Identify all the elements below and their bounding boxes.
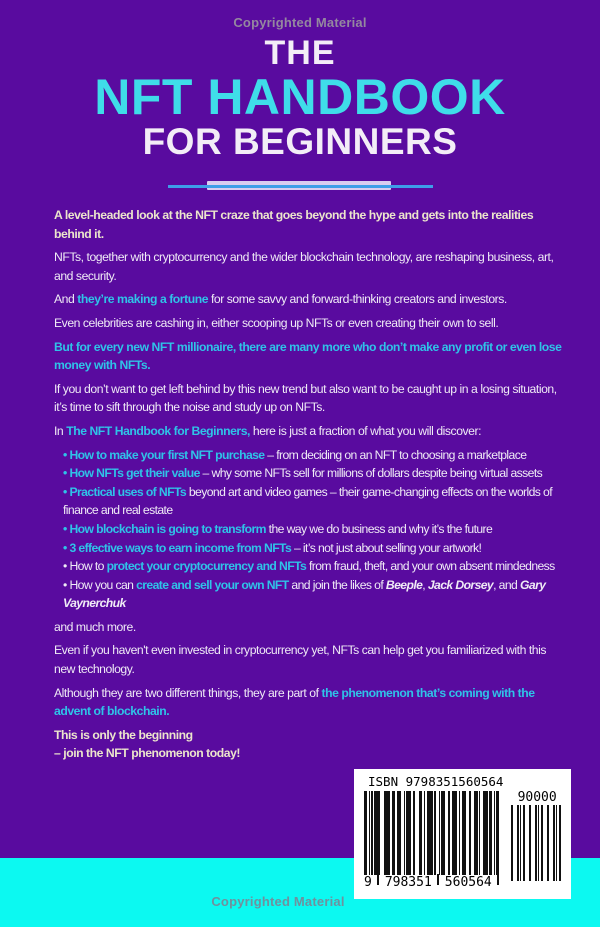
title-block (0, 34, 600, 162)
paragraph: and much more. (54, 619, 136, 634)
copyright-notice-bottom: Copyrighted Material (211, 894, 345, 909)
isbn-barcode-box (354, 769, 571, 899)
barcode-digits (364, 876, 499, 890)
barcode-digit-group: 798351 (384, 875, 432, 890)
paragraph: If you don’t want to get left behind by this new trend but also want to be caught up in a losing situation, it’s time to sift through the noise and study up on NFTs. (54, 381, 557, 415)
barcode-digit-group: 560564 (444, 875, 492, 890)
closing-heading: This is only the beginning – join the NFT phenomenon today! (54, 727, 241, 761)
barcode-guard-bar (497, 874, 499, 885)
paragraph: Even if you haven't even invested in cryptocurrency yet, NFTs can help get you familiarized with this new technology. (54, 643, 547, 677)
paragraph: NFTs, together with cryptocurrency and the wider blockchain technology, are reshaping business, art, and security. (54, 250, 554, 283)
bullet-item: • 3 effective ways to earn income from NFTs – it’s not just about selling your artwork! (63, 540, 482, 555)
title-the: THE (264, 34, 336, 72)
barcode-guard-bar (437, 874, 439, 885)
paragraph: Even celebrities are cashing in, either scooping up NFTs or even creating their own to sell. (54, 315, 499, 330)
title-for-beginners: FOR BEGINNERS (142, 121, 458, 162)
barcode-addon (511, 791, 563, 881)
barcode-guard-bar (377, 874, 379, 885)
paragraph: Although they are two different things, they are part of the phenomenon that’s coming with the advent of blockchain. (54, 685, 535, 719)
barcode-addon-bars (511, 805, 563, 881)
barcode-addon-number: 90000 (517, 790, 557, 805)
isbn-number: ISBN 9798351560564 (368, 774, 504, 789)
bullet-item: • How you can create and sell your own NFT and join the likes of Beeple, Jack Dorsey, and Gary Vaynerchuk (63, 577, 546, 611)
bullet-item: • Practical uses of NFTs beyond art and video games – their game-changing effects on the worlds of finance and real estate (63, 484, 553, 518)
barcode-main (364, 791, 499, 890)
tagline: A level-headed look at the NFT craze that goes beyond the hype and gets into the realities behind it. (54, 208, 534, 241)
bullet-item: • How to make your first NFT purchase – from deciding on an NFT to choosing a marketplace (63, 447, 527, 462)
barcode-row (364, 791, 563, 890)
paragraph: In The NFT Handbook for Beginners, here is just a fraction of what you will discover: (54, 423, 482, 438)
divider-line (168, 185, 433, 188)
barcode-digit-group: 9 (364, 875, 372, 890)
bullet-item: • How to protect your cryptocurrency and NFTs from fraud, theft, and your own absent mindedness (63, 559, 555, 574)
paragraph: And they’re making a fortune for some savvy and forward-thinking creators and investors. (54, 292, 507, 307)
copyright-notice-top: Copyrighted Material (233, 15, 367, 30)
warning-paragraph: But for every new NFT millionaire, there are many more who don’t make any profit or even lose money with NFTs. (54, 339, 562, 373)
back-cover-text (54, 206, 568, 768)
title-nft-handbook: NFT HANDBOOK (94, 69, 506, 125)
barcode-bars (364, 791, 499, 875)
bullet-item: • How NFTs get their value – why some NFTs sell for millions of dollars despite being virtual assets (63, 466, 543, 481)
bullet-item: • How blockchain is going to transform the way we do business and why it’s the future (63, 521, 493, 536)
